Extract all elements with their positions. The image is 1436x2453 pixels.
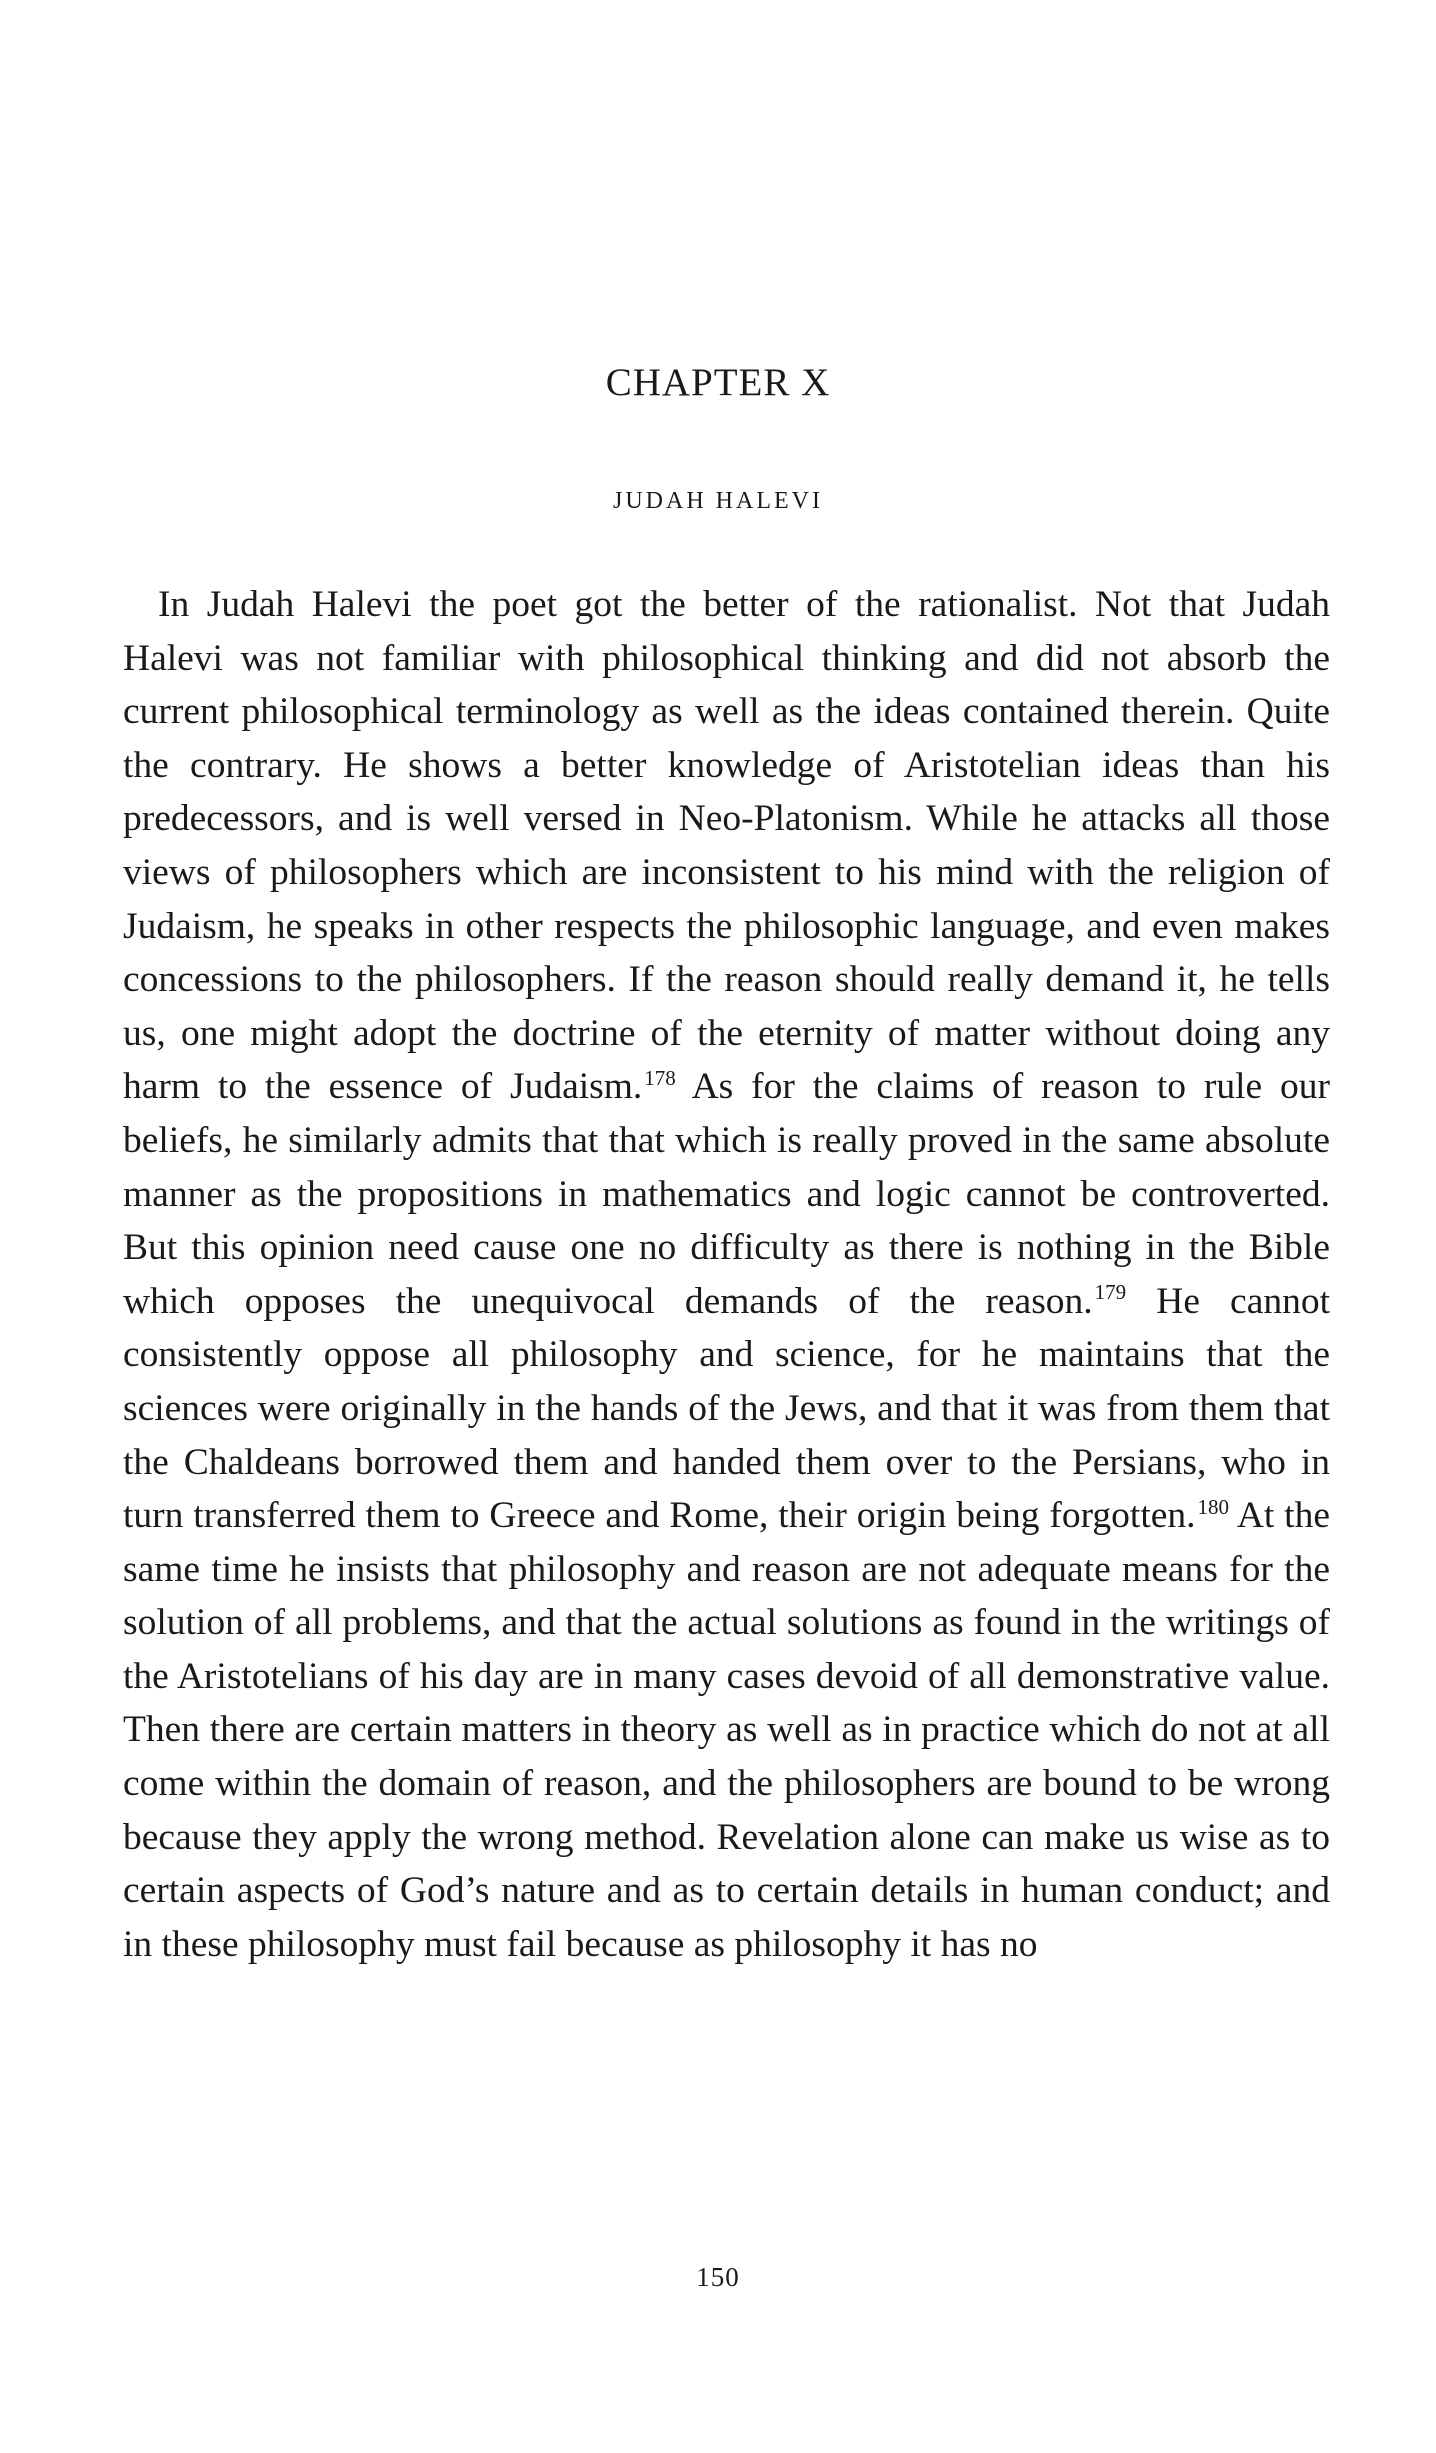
body-text-segment: At the same time he insists that philosophy and reason are not adequate means for the solution of all problems, and that the actual solutions as found in the writings of the Aristotelians of his day are in many cases devoid of all demonstrative value. Then there are certain matters in theory as well as in practice which do not at all come within the domain of reason, and the philosophers are bound to be wrong because they apply the wrong method. Revelation alone can make us wise as to certain aspects of God’s nature and as to certain details in human conduct; and in these philosophy must fail because as philosophy it has no [123, 1495, 1330, 1965]
body-text-segment: As for the claims of reason to rule our beliefs, he similarly admits that that which is really proved in the same absolute manner as the propositions in mathematics and logic cannot be controverted. But this opinion need cause one no difficulty as there is nothing in the Bible which opposes the unequivocal demands of the reason. [123, 1066, 1330, 1322]
page-number: 150 [696, 2262, 740, 2292]
chapter-title-text: CHAPTER X [605, 361, 831, 404]
footnote-marker: 179 [1094, 1280, 1127, 1305]
body-text-segment: In Judah Halevi the poet got the better of the rationalist. Not that Judah Halevi was not familiar with philosophical thinking and did not absorb the current philosophical terminology as well as the ideas contained therein. Quite the contrary. He shows a better knowledge of Aristotelian ideas than his predecessors, and is well versed in Neo-Platonism. While he attacks all those views of philosophers which are inconsistent to his mind with the religion of Judaism, he speaks in other respects the philosophic language, and even makes concessions to the philosophers. If the reason should really demand it, he tells us, one might adopt the doctrine of the eternity of matter without doing any harm to the essence of Judaism. [123, 584, 1330, 1108]
body-text-segment: He cannot consistently oppose all philosophy and science, for he maintains that the sciences were originally in the hands of the Jews, and that it was from them that the Chaldeans borrowed them and handed them over to the Persians, who in turn transferred them to Greece and Rome, their origin being forgotten. [123, 1280, 1331, 1537]
body-paragraph [123, 578, 1330, 1971]
chapter-subtitle: JUDAH HALEVI [613, 488, 823, 514]
chapter-title [0, 360, 1436, 405]
footnote-marker: 180 [1197, 1494, 1230, 1519]
footnote-marker: 178 [644, 1065, 676, 1090]
